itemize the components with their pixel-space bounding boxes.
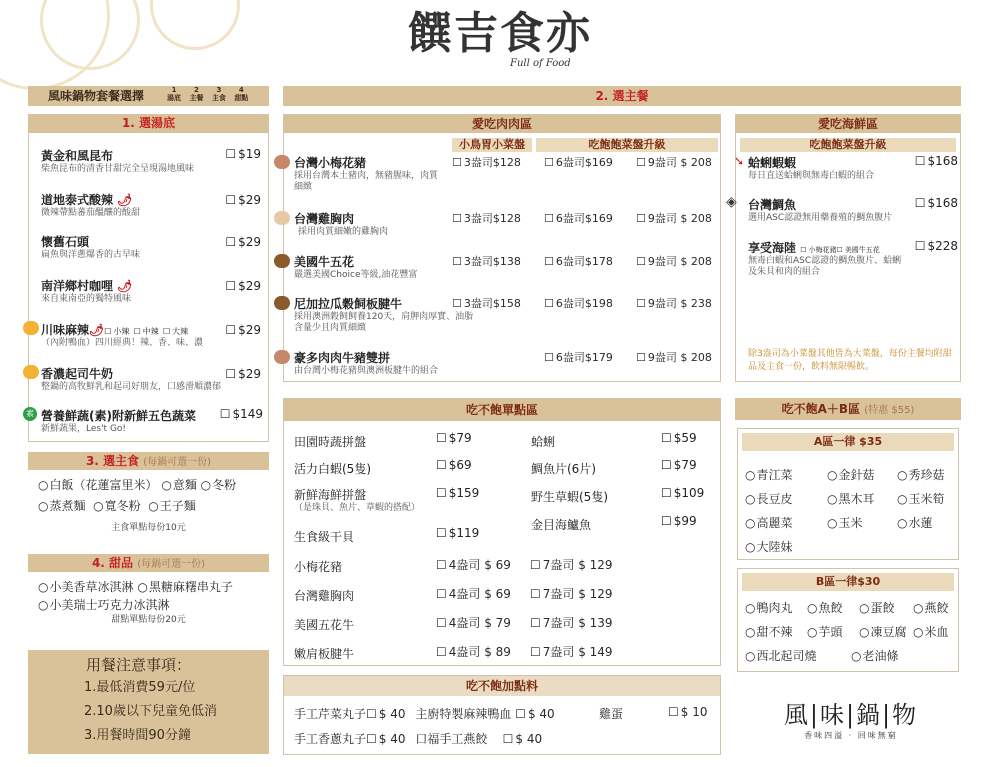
alacarte-item[interactable] bbox=[531, 431, 716, 450]
notice-box bbox=[28, 650, 269, 754]
soup-desc: 整鍋的高牧鮮乳和起司好朋友，口感滑順濃郁 bbox=[41, 382, 222, 392]
notice-item: 2.10歲以下兒童免低消 bbox=[84, 704, 217, 719]
combo-title-bar bbox=[28, 86, 269, 106]
step-labels bbox=[164, 86, 251, 102]
extra-name: 手工香蔥丸子 bbox=[294, 732, 367, 746]
spicy-pot-icon bbox=[23, 321, 39, 335]
sea-name: 台灣鯛魚 bbox=[748, 198, 797, 212]
ab-header bbox=[735, 398, 961, 420]
extra-name: 雞蛋 bbox=[599, 707, 624, 721]
notice-item: 1.最低消費59元/位 bbox=[84, 680, 196, 695]
meat-name: 美國牛五花 bbox=[294, 255, 355, 269]
soup-name: 南洋鄉村咖哩 bbox=[41, 279, 114, 293]
staple-panel bbox=[28, 470, 269, 540]
soup-price[interactable]: ☐ $19 bbox=[225, 147, 261, 161]
soup-price[interactable]: ☐ $29 bbox=[225, 323, 261, 337]
meat-zone-header: 愛吃肉肉區 bbox=[284, 115, 720, 133]
notice-title: 用餐注意事項： bbox=[86, 656, 192, 674]
extra-item[interactable] bbox=[599, 705, 623, 722]
a-zone-header: A區一律 $35 bbox=[742, 433, 954, 451]
step-label: 主食 bbox=[211, 94, 226, 102]
soup-desc: 柴魚昆布的清香甘甜完全呈現湯地風味 bbox=[41, 164, 195, 174]
dessert-header bbox=[28, 554, 269, 572]
soup-name: 黃金和風昆布 bbox=[41, 149, 114, 163]
meat-desc: 嚴選美國Choice等級,油花豐富 bbox=[294, 270, 418, 280]
extra-price[interactable]: ☐ $ 40 bbox=[366, 732, 405, 746]
alacarte-meat[interactable] bbox=[294, 585, 714, 604]
chili-icon: 🌶 bbox=[117, 193, 133, 207]
soup-price[interactable]: ☐ $29 bbox=[225, 193, 261, 207]
soup-name: 川味麻辣 bbox=[41, 323, 90, 337]
staple-option[interactable]: ○ 王子麵 bbox=[148, 499, 196, 513]
small-plate-price[interactable]: ☐ 3盎司$138 bbox=[452, 253, 521, 269]
extra-name: 主廚特製麻辣鴨血 bbox=[415, 707, 512, 721]
b-option[interactable]: ○ 鴨肉丸 bbox=[745, 596, 793, 621]
logo bbox=[395, 8, 605, 78]
a-option[interactable]: ○ 黑木耳 bbox=[827, 487, 875, 512]
extra-name: 手工芹菜丸子 bbox=[294, 707, 367, 721]
sea-plate-label: 吃飽飽菜盤升級 bbox=[740, 138, 956, 152]
chili-icon: 🌶 bbox=[89, 323, 105, 337]
meat-item[interactable] bbox=[290, 295, 720, 334]
meat-item[interactable] bbox=[290, 210, 720, 238]
sea-desc: 選用ASC認證無用藥養殖的鯛魚腹片 bbox=[748, 213, 893, 223]
cloud-decoration bbox=[150, 0, 240, 50]
soup-item[interactable] bbox=[41, 191, 261, 219]
chili-icon: 🌶 bbox=[117, 279, 133, 293]
a-option[interactable]: ○ 高麗菜 bbox=[745, 511, 793, 536]
staple-note: 主食單點每份10元 bbox=[111, 523, 186, 533]
soup-price[interactable]: ☐ $29 bbox=[225, 235, 261, 249]
alacarte-item[interactable] bbox=[531, 458, 716, 477]
cheese-pot-icon bbox=[23, 365, 39, 379]
item-name: 蛤蜊 bbox=[531, 435, 556, 449]
alacarte-item[interactable] bbox=[531, 514, 716, 533]
big-plate-price[interactable]: ☐ 9盎司 $ 208 bbox=[636, 210, 712, 226]
cow-icon bbox=[274, 296, 290, 310]
small-plate-price[interactable]: ☐ 3盎司$128 bbox=[452, 210, 521, 226]
big-plate-price[interactable]: ☐ 6盎司$179 bbox=[544, 349, 613, 365]
meat-desc: 採用肉質細嫩的雞胸肉 bbox=[298, 227, 389, 237]
soup-desc: 微辣帶點蕃茄醞釀的酸甜 bbox=[41, 208, 141, 218]
extra-price[interactable]: ☐ $ 10 bbox=[668, 705, 707, 719]
vegetarian-badge-icon: 素 bbox=[23, 407, 37, 421]
sea-desc: 無毒白蝦和ASC認證的鯛魚腹片、蛤蜊及朱貝和肉的組合 bbox=[748, 256, 902, 277]
a-option[interactable]: ○ 金針菇 bbox=[827, 463, 875, 488]
alacarte-item[interactable] bbox=[531, 486, 716, 505]
soup-panel bbox=[28, 132, 269, 442]
big-plate-price[interactable]: ☐ 6盎司$169 bbox=[544, 154, 613, 170]
pig-icon bbox=[274, 155, 290, 169]
soup-desc: 來自東南亞的獨特風味 bbox=[41, 294, 132, 304]
alacarte-item[interactable] bbox=[294, 486, 534, 514]
alacarte-meat[interactable] bbox=[294, 643, 714, 662]
b-option[interactable]: ○ 米血 bbox=[913, 620, 949, 645]
item-desc: （是珠貝、魚片、草蝦的搭配） bbox=[294, 503, 421, 513]
sea-zone-header: 愛吃海鮮區 bbox=[736, 115, 960, 133]
b-zone-header: B區一律$30 bbox=[742, 573, 954, 591]
big-plate-price[interactable]: ☐ 6盎司$198 bbox=[544, 295, 613, 311]
soup-name: 道地泰式酸辣 bbox=[41, 193, 114, 207]
soup-price[interactable]: ☐ $29 bbox=[225, 367, 261, 381]
sea-price[interactable]: ☐ $228 bbox=[915, 239, 958, 253]
staple-option[interactable]: ○ 冬粉 bbox=[201, 478, 237, 492]
item-name: 野生草蝦(5隻) bbox=[531, 490, 608, 504]
b-option[interactable]: ○ 西北起司燒 bbox=[745, 644, 817, 669]
item-name: 台灣雞胸肉 bbox=[294, 589, 355, 603]
step-label: 湯底 bbox=[167, 94, 181, 102]
soup-price[interactable]: ☐ $29 bbox=[225, 279, 261, 293]
step-num: 2 bbox=[194, 86, 199, 94]
brand-block bbox=[740, 700, 962, 741]
a-option[interactable]: ○ 青江菜 bbox=[745, 463, 793, 488]
small-plate-label: 小鳥胃小菜盤 bbox=[452, 138, 532, 152]
soup-item[interactable] bbox=[41, 233, 261, 261]
sea-price[interactable]: ☐ $168 bbox=[915, 154, 958, 168]
brand-subtitle: 香味四溢 · 回味無窮 bbox=[804, 731, 898, 740]
item-name: 新鮮海鮮拼盤 bbox=[294, 488, 367, 502]
shrimp-icon: ➘ bbox=[734, 154, 745, 168]
combo-option[interactable]: ☐ 小梅花豬 bbox=[800, 246, 836, 254]
ab-subtitle: (特惠 $55) bbox=[864, 405, 915, 416]
big-plate-price[interactable]: ☐ 6盎司$169 bbox=[544, 210, 613, 226]
a-option[interactable]: ○ 長豆皮 bbox=[745, 487, 793, 512]
a-option[interactable]: ○ 大陸妹 bbox=[745, 535, 793, 560]
alacarte-header: 吃不飽單點區 bbox=[284, 399, 720, 421]
b-option[interactable]: ○ 凍豆腐 bbox=[859, 620, 907, 645]
brand-title: 風|味|鍋|物 bbox=[783, 701, 919, 729]
extra-item[interactable] bbox=[294, 732, 406, 746]
sea-item[interactable] bbox=[748, 239, 958, 278]
spice-option[interactable]: ☐ 中辣 bbox=[134, 327, 159, 336]
b-option[interactable]: ○ 燕餃 bbox=[913, 596, 949, 621]
soup-header: 1. 選湯底 bbox=[28, 114, 269, 132]
item-price[interactable]: ☐ 4盎司 $ 79 bbox=[436, 614, 511, 631]
extra-item[interactable] bbox=[415, 732, 542, 746]
step-label: 主餐 bbox=[189, 94, 204, 102]
soup-desc: （內附鴨血）四川經典！辣、香、味、濃 bbox=[41, 338, 204, 348]
item-name: 嫩肩板腱牛 bbox=[294, 647, 355, 661]
dessert-subtitle: (每鍋可選一份) bbox=[137, 559, 206, 570]
dessert-option[interactable]: ○ 黑糖麻糬串丸子 bbox=[137, 580, 233, 594]
sea-name: 享受海陸 bbox=[748, 241, 797, 255]
chicken-icon bbox=[274, 211, 290, 225]
b-option[interactable]: ○ 芋頭 bbox=[807, 620, 843, 645]
pig-icon bbox=[274, 350, 290, 364]
item-name: 金目海鱸魚 bbox=[531, 518, 592, 532]
item-price[interactable]: ☐ $159 bbox=[436, 486, 479, 500]
meat-name: 豪多肉肉牛豬雙拼 bbox=[294, 351, 391, 365]
meat-name: 台灣小梅花豬 bbox=[294, 156, 367, 170]
soup-item[interactable] bbox=[41, 277, 261, 305]
step-num: 4 bbox=[238, 86, 244, 94]
sea-item[interactable] bbox=[726, 194, 958, 224]
meat-item[interactable] bbox=[290, 154, 720, 193]
a-option[interactable]: ○ 秀珍菇 bbox=[897, 463, 945, 488]
main-dish-note: 除3盎司為小菜盤其他皆為大菜盤，每份主餐均附甜品及主食一份，飲料無限暢飲。 bbox=[748, 349, 952, 372]
extra-item[interactable] bbox=[415, 707, 554, 721]
a-option[interactable]: ○ 水蓮 bbox=[897, 511, 933, 536]
item-price[interactable]: ☐ $99 bbox=[661, 514, 697, 528]
staple-title: 3. 選主食 bbox=[85, 454, 140, 468]
b-option[interactable]: ○ 老油條 bbox=[851, 644, 899, 669]
dessert-note: 甜點單點每份20元 bbox=[111, 615, 186, 625]
item-price[interactable]: ☐ 7盎司 $ 129 bbox=[530, 556, 613, 573]
small-plate-price[interactable]: ☐ 3盎司$158 bbox=[452, 295, 521, 311]
step-label: 甜點 bbox=[234, 94, 249, 102]
soup-desc: 扁魚與洋蔥爆香的古早味 bbox=[41, 250, 141, 260]
meat-desc: 採用台灣本土豬肉，無豬腥味，肉質細緻 bbox=[294, 171, 439, 192]
item-price[interactable]: ☐ $79 bbox=[436, 431, 472, 445]
item-price[interactable]: ☐ 4盎司 $ 69 bbox=[436, 585, 511, 602]
logo-subtitle: Full of Food bbox=[510, 58, 571, 69]
item-name: 小梅花豬 bbox=[294, 560, 343, 574]
extra-price[interactable]: ☐ $ 40 bbox=[366, 707, 405, 721]
cow-icon bbox=[274, 254, 290, 268]
extra-name: 口福手工燕餃 bbox=[415, 732, 488, 746]
staple-option[interactable]: ○ 意麵 bbox=[161, 478, 197, 492]
sea-desc: 每日直送蛤蜊與無毒白蝦的組合 bbox=[748, 171, 875, 181]
soup-price[interactable]: ☐ $149 bbox=[220, 407, 263, 421]
a-option[interactable]: ○ 玉米筍 bbox=[897, 487, 945, 512]
meat-name: 台灣雞胸肉 bbox=[294, 212, 355, 226]
notice-item: 3.用餐時間90分鐘 bbox=[84, 728, 191, 743]
meat-desc: 由台灣小梅花豬與澳洲板腱牛的組合 bbox=[294, 366, 439, 376]
soup-name: 營養鮮蔬(素)附新鮮五色蔬菜 bbox=[41, 409, 196, 423]
staple-option[interactable]: ○ 白飯（花蓮富里米） bbox=[38, 478, 158, 492]
staple-option[interactable]: ○ 寬冬粉 bbox=[93, 499, 141, 513]
extra-row bbox=[294, 730, 714, 747]
logo-title: 饌吉食亦 bbox=[408, 8, 592, 59]
big-plate-label: 吃飽飽菜盤升級 bbox=[536, 138, 718, 152]
item-name: 活力白蝦(5隻) bbox=[294, 462, 371, 476]
combo-title: 風味鍋物套餐選擇 bbox=[48, 89, 145, 103]
alacarte-item[interactable] bbox=[294, 431, 534, 450]
alacarte-meat[interactable] bbox=[294, 556, 714, 575]
big-plate-price[interactable]: ☐ 9盎司 $ 208 bbox=[636, 253, 712, 269]
soup-name: 懷舊石頭 bbox=[41, 235, 90, 249]
staple-header bbox=[28, 452, 269, 470]
staple-option[interactable]: ○ 蒸煮麵 bbox=[38, 499, 86, 513]
meat-item[interactable] bbox=[290, 349, 720, 377]
sea-name: 蛤蜊蝦蝦 bbox=[748, 156, 797, 170]
left-column bbox=[26, 86, 269, 743]
spice-option[interactable]: ☐ 小辣 bbox=[104, 327, 129, 336]
item-price[interactable]: ☐ $109 bbox=[661, 486, 704, 500]
ab-title: 吃不飽A＋B區 bbox=[781, 402, 861, 416]
alacarte-meat[interactable] bbox=[294, 614, 714, 633]
dessert-option[interactable]: ○ 小美香草冰淇淋 bbox=[38, 580, 134, 594]
item-price[interactable]: ☐ 4盎司 $ 89 bbox=[436, 643, 511, 660]
extra-price[interactable]: ☐ $ 40 bbox=[503, 732, 542, 746]
sea-item[interactable] bbox=[734, 154, 958, 182]
b-option[interactable]: ○ 魚餃 bbox=[807, 596, 843, 621]
soup-item[interactable] bbox=[41, 365, 261, 393]
extra-item[interactable] bbox=[294, 707, 406, 721]
big-plate-price[interactable]: ☐ 6盎司$178 bbox=[544, 253, 613, 269]
item-name: 田園時蔬拼盤 bbox=[294, 435, 367, 449]
fish-icon: ◈ bbox=[726, 194, 737, 210]
combo-option[interactable]: ☐ 美國牛五花 bbox=[836, 246, 879, 254]
item-price[interactable]: ☐ 7盎司 $ 139 bbox=[530, 614, 613, 631]
dessert-option[interactable]: ○ 小美瑞士巧克力冰淇淋 bbox=[38, 598, 170, 612]
spice-option[interactable]: ☐ 大辣 bbox=[163, 327, 188, 336]
meat-desc: 採用澳洲穀飼飼養120天，肩胛肉厚實、油脂含量少且肉質細緻 bbox=[294, 312, 474, 333]
dessert-panel bbox=[28, 572, 269, 634]
item-price[interactable]: ☐ $119 bbox=[436, 526, 479, 540]
meat-name: 尼加拉瓜穀飼板腱牛 bbox=[294, 297, 403, 311]
extra-row bbox=[294, 705, 714, 722]
item-name: 鯛魚片(6片) bbox=[531, 462, 596, 476]
step-num: 1 bbox=[171, 86, 177, 94]
a-option[interactable]: ○ 玉米 bbox=[827, 511, 863, 536]
big-plate-price[interactable]: ☐ 9盎司 $ 208 bbox=[636, 349, 712, 365]
big-plate-price[interactable]: ☐ 9盎司 $ 208 bbox=[636, 154, 712, 170]
soup-name: 香濃起司牛奶 bbox=[41, 367, 114, 381]
item-name: 美國五花牛 bbox=[294, 618, 355, 632]
b-option[interactable]: ○ 蛋餃 bbox=[859, 596, 895, 621]
extra-price[interactable]: ☐ $ 40 bbox=[515, 707, 554, 721]
soup-item[interactable] bbox=[41, 147, 261, 175]
b-option[interactable]: ○ 甜不辣 bbox=[745, 620, 793, 645]
soup-item[interactable] bbox=[41, 321, 261, 349]
item-price[interactable]: ☐ 7盎司 $ 129 bbox=[530, 585, 613, 602]
item-price[interactable]: ☐ $79 bbox=[661, 458, 697, 472]
step-num: 3 bbox=[216, 86, 222, 94]
main-dish-header: 2. 選主餐 bbox=[283, 86, 961, 106]
item-price[interactable]: ☐ $69 bbox=[436, 458, 472, 472]
alacarte-item[interactable] bbox=[294, 526, 534, 545]
item-name: 生食級干貝 bbox=[294, 530, 355, 544]
extra-header: 吃不飽加點料 bbox=[284, 676, 720, 696]
item-price[interactable]: ☐ 7盎司 $ 149 bbox=[530, 643, 613, 660]
big-plate-price[interactable]: ☐ 9盎司 $ 238 bbox=[636, 295, 712, 311]
soup-item[interactable] bbox=[26, 407, 263, 435]
sea-price[interactable]: ☐ $168 bbox=[915, 196, 958, 210]
dessert-title: 4. 甜品 bbox=[91, 556, 134, 570]
small-plate-price[interactable]: ☐ 3盎司$128 bbox=[452, 154, 521, 170]
item-price[interactable]: ☐ 4盎司 $ 69 bbox=[436, 556, 511, 573]
meat-item[interactable] bbox=[290, 253, 720, 281]
staple-subtitle: (每鍋可選一份) bbox=[143, 457, 212, 468]
alacarte-item[interactable] bbox=[294, 458, 534, 477]
soup-desc: 新鮮蔬果，Les't Go! bbox=[41, 424, 127, 434]
item-price[interactable]: ☐ $59 bbox=[661, 431, 697, 445]
